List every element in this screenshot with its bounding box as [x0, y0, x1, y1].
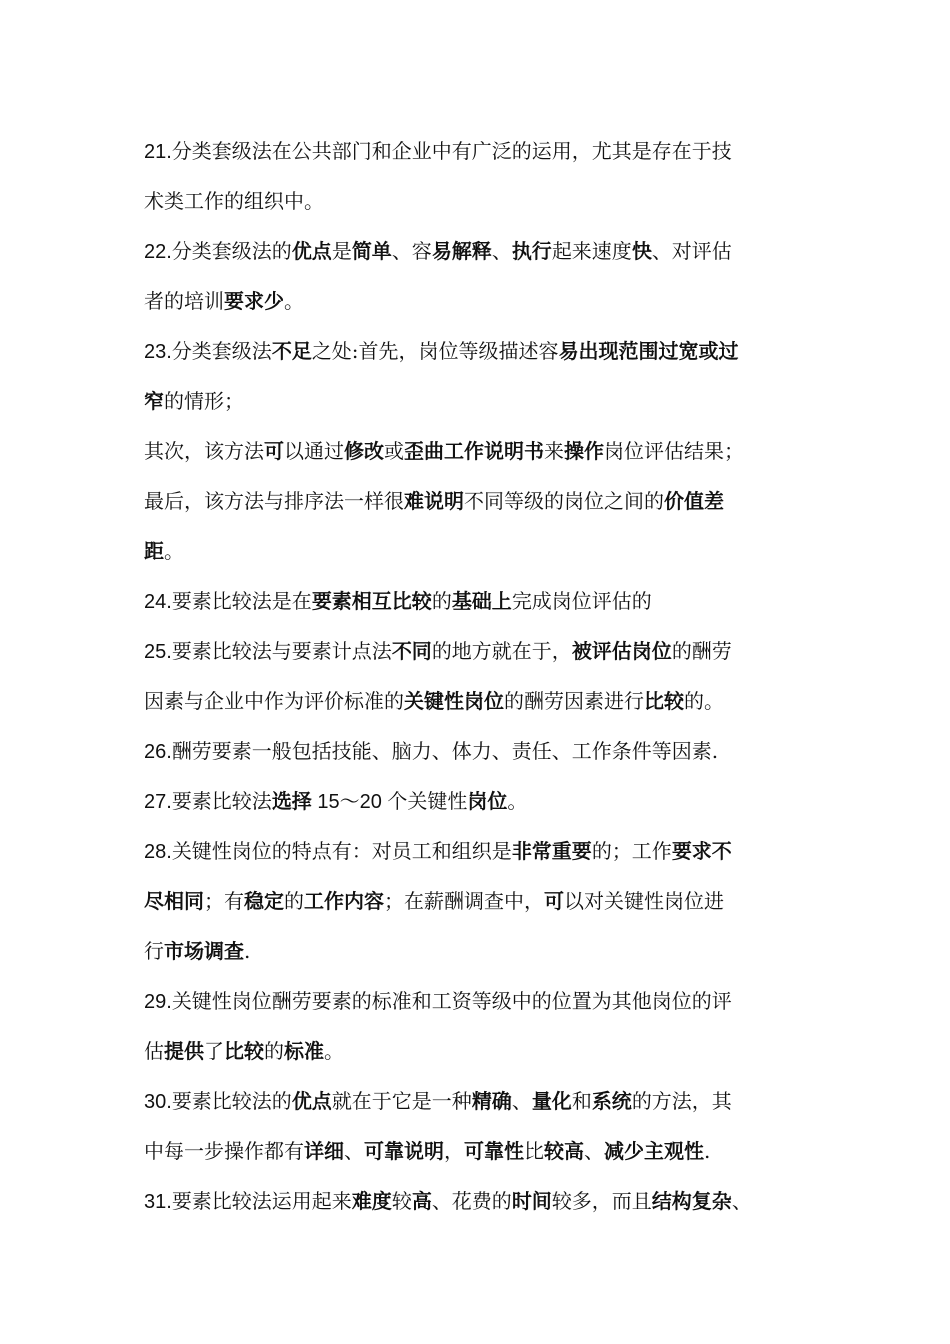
text-run: 酬劳要素一般包括技能、脑力、体力、责任、工作条件等因素. — [171, 739, 719, 763]
text-run: 的 — [431, 589, 452, 613]
bold-text-run: 比较 — [644, 689, 684, 713]
text-run: 较 — [391, 1189, 412, 1213]
text-line — [144, 476, 830, 526]
bold-text-run: 量化 — [531, 1089, 572, 1113]
text-run: 31. — [144, 1191, 172, 1213]
bold-text-run: 优点 — [291, 1089, 332, 1113]
bold-text-run: 时间 — [511, 1189, 552, 1213]
text-run: . — [704, 1139, 711, 1163]
text-line — [144, 376, 830, 426]
text-run: 的方法，其 — [631, 1089, 732, 1113]
text-run: 个关键性 — [387, 789, 468, 813]
text-run: 的；工作 — [591, 839, 672, 863]
text-line — [144, 326, 830, 376]
text-run: 比 — [524, 1139, 544, 1163]
text-line — [144, 1176, 830, 1226]
text-line — [144, 776, 830, 826]
bold-text-run: 详细 — [304, 1139, 344, 1163]
text-run: 或 — [384, 439, 404, 463]
bold-text-run: 要素相互比较 — [311, 589, 432, 613]
text-line — [144, 1026, 830, 1076]
bold-text-run: 精确 — [471, 1089, 512, 1113]
text-run: 的地方就在于， — [431, 639, 572, 663]
bold-text-run: 高 — [411, 1189, 432, 1213]
bold-text-run: 标准 — [284, 1039, 324, 1063]
bold-text-run: 歪曲工作说明书 — [404, 439, 544, 463]
text-run: 、 — [731, 1189, 752, 1213]
bold-text-run: 易出现范围过宽或过 — [558, 339, 739, 363]
text-run: 、容 — [391, 239, 432, 263]
text-run: 分类套级法在公共部门和企业中有广泛的运用，尤其是存在于技 — [171, 139, 732, 163]
bold-text-run: 选择 — [271, 789, 312, 813]
text-run: . — [244, 939, 251, 963]
text-run: 。 — [284, 289, 304, 313]
text-line — [144, 176, 830, 226]
text-run: 估 — [144, 1039, 164, 1063]
bold-text-run: 减少主观性 — [604, 1139, 704, 1163]
bold-text-run: 提供 — [164, 1039, 204, 1063]
text-line — [144, 726, 830, 776]
bold-text-run: 要求少 — [224, 289, 284, 313]
text-run: 30. — [144, 1091, 172, 1113]
bold-text-run: 难度 — [351, 1189, 392, 1213]
bold-text-run: 要求不 — [671, 839, 732, 863]
text-run: 。 — [164, 539, 184, 563]
text-run: 者的培训 — [144, 289, 224, 313]
bold-text-run: 尽相同 — [144, 889, 204, 913]
text-run: 因素与企业中作为评价标准的 — [144, 689, 404, 713]
text-line — [144, 226, 830, 276]
text-line — [144, 126, 830, 176]
text-run: 就在于它是一种 — [331, 1089, 472, 1113]
text-run: 23. — [144, 341, 172, 363]
bold-text-run: 价值差 — [664, 489, 724, 513]
text-run: 术类工作的组织中。 — [144, 189, 324, 213]
text-line — [144, 1076, 830, 1126]
text-run: 、花费的 — [431, 1189, 512, 1213]
text-run: 的情形； — [164, 389, 244, 413]
text-run: 29. — [144, 991, 172, 1013]
text-line — [144, 426, 830, 476]
text-run: 、 — [491, 239, 512, 263]
text-run: 。 — [507, 789, 528, 813]
text-run: 分类套级法的 — [171, 239, 292, 263]
bold-text-run: 不足 — [271, 339, 312, 363]
text-run: 不同等级的岗位之间的 — [464, 489, 664, 513]
text-line — [144, 676, 830, 726]
bold-text-run: 可 — [264, 439, 284, 463]
text-run: 的酬劳因素进行 — [504, 689, 644, 713]
bold-text-run: 快 — [631, 239, 652, 263]
text-line — [144, 976, 830, 1026]
text-run: 了 — [204, 1039, 224, 1063]
bold-text-run: 非常重要 — [511, 839, 592, 863]
text-run: ；有 — [204, 889, 244, 913]
bold-text-run: 易解释 — [431, 239, 492, 263]
bold-text-run: 比较 — [224, 1039, 264, 1063]
text-run: 的。 — [684, 689, 724, 713]
text-run: 、 — [511, 1089, 532, 1113]
text-run: 关键性岗位酬劳要素的标准和工资等级中的位置为其他岗位的评 — [171, 989, 732, 1013]
text-run: 要素比较法是在 — [171, 589, 312, 613]
document-page — [144, 126, 830, 1226]
text-run: 24. — [144, 591, 172, 613]
text-run: 15～20 — [311, 791, 388, 813]
text-run: 以对关键性岗位进 — [564, 889, 724, 913]
text-run: 的 — [264, 1039, 284, 1063]
text-run: 以通过 — [284, 439, 344, 463]
text-run: 岗位评估结果； — [604, 439, 744, 463]
text-run: 27. — [144, 791, 172, 813]
bold-text-run: 系统 — [591, 1089, 632, 1113]
bold-text-run: 关键性岗位 — [404, 689, 504, 713]
text-line — [144, 826, 830, 876]
text-run: 之处:首先，岗位等级描述容 — [311, 339, 559, 363]
text-run: 关键性岗位的特点有：对员工和组织是 — [171, 839, 512, 863]
text-line — [144, 926, 830, 976]
text-run: 要素比较法与要素计点法 — [171, 639, 392, 663]
text-run: 其次，该方法 — [144, 439, 264, 463]
bold-text-run: 被评估岗位 — [571, 639, 672, 663]
bold-text-run: 可 — [544, 889, 564, 913]
bold-text-run: 难说明 — [404, 489, 464, 513]
text-run: 25. — [144, 641, 172, 663]
text-line — [144, 276, 830, 326]
bold-text-run: 修改 — [344, 439, 384, 463]
bold-text-run: 较高 — [544, 1139, 584, 1163]
text-run: 和 — [571, 1089, 592, 1113]
text-run: 要素比较法的 — [171, 1089, 292, 1113]
text-run: 26. — [144, 741, 172, 763]
text-run: 是 — [331, 239, 352, 263]
bold-text-run: 可靠说明 — [364, 1139, 444, 1163]
text-line — [144, 626, 830, 676]
text-run: 、 — [344, 1139, 364, 1163]
text-run: 28. — [144, 841, 172, 863]
text-line — [144, 526, 830, 576]
bold-text-run: 结构复杂 — [651, 1189, 732, 1213]
text-run: ；在薪酬调查中， — [384, 889, 544, 913]
text-run: 的酬劳 — [671, 639, 732, 663]
bold-text-run: 基础上 — [451, 589, 512, 613]
text-run: 22. — [144, 241, 172, 263]
text-run: 分类套级法 — [171, 339, 272, 363]
bold-text-run: 可靠性 — [464, 1139, 524, 1163]
text-line — [144, 576, 830, 626]
bold-text-run: 不同 — [391, 639, 432, 663]
text-run: 中每一步操作都有 — [144, 1139, 304, 1163]
text-run: 起来速度 — [551, 239, 632, 263]
text-run: ， — [444, 1139, 464, 1163]
bold-text-run: 优点 — [291, 239, 332, 263]
text-run: 的 — [284, 889, 304, 913]
text-run: 完成岗位评估的 — [511, 589, 652, 613]
text-run: 、 — [584, 1139, 604, 1163]
bold-text-run: 稳定 — [244, 889, 284, 913]
text-line — [144, 1126, 830, 1176]
text-run: 、对评估 — [651, 239, 732, 263]
text-run: 来 — [544, 439, 564, 463]
bold-text-run: 简单 — [351, 239, 392, 263]
text-run: 行 — [144, 939, 164, 963]
text-run: 。 — [324, 1039, 344, 1063]
bold-text-run: 岗位 — [467, 789, 508, 813]
text-run: 要素比较法 — [171, 789, 272, 813]
text-run: 最后，该方法与排序法一样很 — [144, 489, 404, 513]
text-run: 21. — [144, 141, 172, 163]
bold-text-run: 市场调查 — [164, 939, 244, 963]
bold-text-run: 工作内容 — [304, 889, 384, 913]
bold-text-run: 距 — [144, 539, 164, 563]
text-line — [144, 876, 830, 926]
text-run: 较多，而且 — [551, 1189, 652, 1213]
bold-text-run: 执行 — [511, 239, 552, 263]
bold-text-run: 窄 — [144, 389, 164, 413]
text-run: 要素比较法运用起来 — [171, 1189, 352, 1213]
bold-text-run: 操作 — [564, 439, 604, 463]
